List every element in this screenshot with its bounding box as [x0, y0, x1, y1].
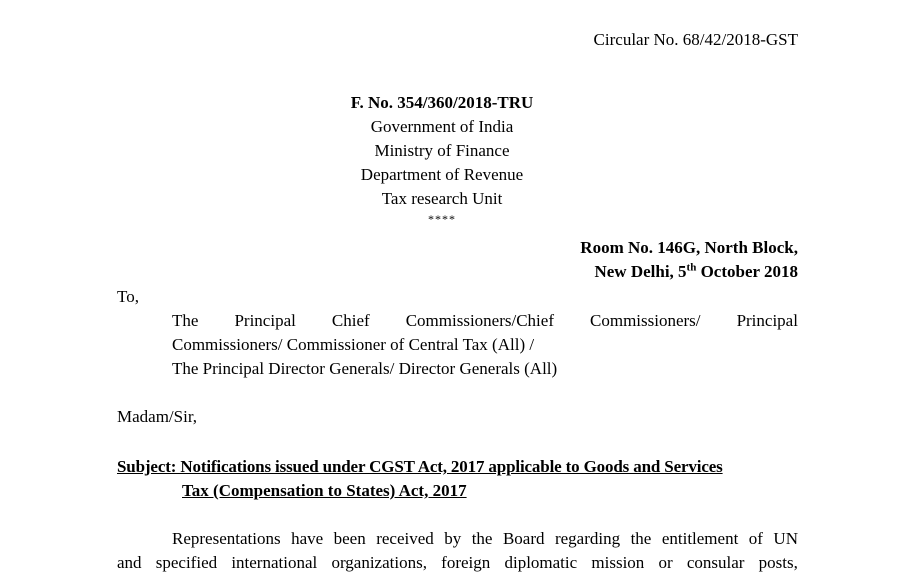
- to-label: To,: [117, 287, 139, 306]
- issuer-line-unit: Tax research Unit: [381, 189, 503, 208]
- issuer-block: [0, 91, 884, 227]
- word: by: [444, 529, 462, 548]
- word: organizations,: [331, 553, 427, 572]
- word: international: [231, 553, 318, 572]
- subject-line-2: Tax (Compensation to States) Act, 2017: [182, 481, 467, 500]
- subject-line-1: Subject: Notifications issued under CGST Act, 2017 applicable to Goods and Services: [117, 457, 723, 476]
- word: have: [291, 529, 324, 548]
- subject-heading: [117, 455, 798, 503]
- word: diplomatic: [504, 553, 578, 572]
- word: of: [748, 529, 763, 548]
- separator-stars: ****: [428, 212, 456, 226]
- word: and: [117, 553, 142, 572]
- paragraph-line-1: [117, 527, 798, 551]
- word: Board: [502, 529, 545, 548]
- word: consular: [686, 553, 745, 572]
- word: mission: [591, 553, 645, 572]
- word: posts,: [758, 553, 798, 572]
- word: been: [333, 529, 366, 548]
- word: The: [172, 311, 199, 330]
- word: entitlement: [661, 529, 739, 548]
- place-date-suffix: October 2018: [696, 262, 798, 281]
- addressee-line-2: Commissioners/ Commissioner of Central Tax (All) /: [172, 335, 535, 354]
- word: Principal: [234, 311, 296, 330]
- place-date: [580, 260, 798, 284]
- addressee-line-3: The Principal Director Generals/ Director Generals (All): [172, 359, 558, 378]
- word: Principal: [736, 311, 798, 330]
- body-paragraph-1: [117, 527, 798, 575]
- word: received: [376, 529, 434, 548]
- word: regarding: [554, 529, 621, 548]
- word: Commissioners/Chief: [405, 311, 554, 330]
- word: Chief: [331, 311, 370, 330]
- circular-number: Circular No. 68/42/2018-GST: [593, 30, 798, 49]
- word: UN: [773, 529, 798, 548]
- salutation: Madam/Sir,: [117, 407, 198, 426]
- address-block: [580, 236, 798, 284]
- paragraph-line-2: [117, 551, 798, 575]
- word: Representations: [172, 529, 281, 548]
- room-address: Room No. 146G, North Block,: [580, 238, 798, 257]
- word: or: [658, 553, 673, 572]
- word: the: [630, 529, 652, 548]
- word: specified: [155, 553, 218, 572]
- issuer-line-ministry: Ministry of Finance: [374, 141, 510, 160]
- word: the: [471, 529, 493, 548]
- file-number: F. No. 354/360/2018-TRU: [350, 93, 534, 112]
- issuer-line-government: Government of India: [370, 117, 514, 136]
- addressee-block: [172, 309, 798, 381]
- addressee-line-1: [172, 309, 798, 333]
- issuer-line-department: Department of Revenue: [360, 165, 524, 184]
- word: Commissioners/: [590, 311, 701, 330]
- word: foreign: [441, 553, 491, 572]
- date-ordinal: th: [686, 261, 697, 274]
- place-date-prefix: New Delhi, 5: [594, 262, 687, 281]
